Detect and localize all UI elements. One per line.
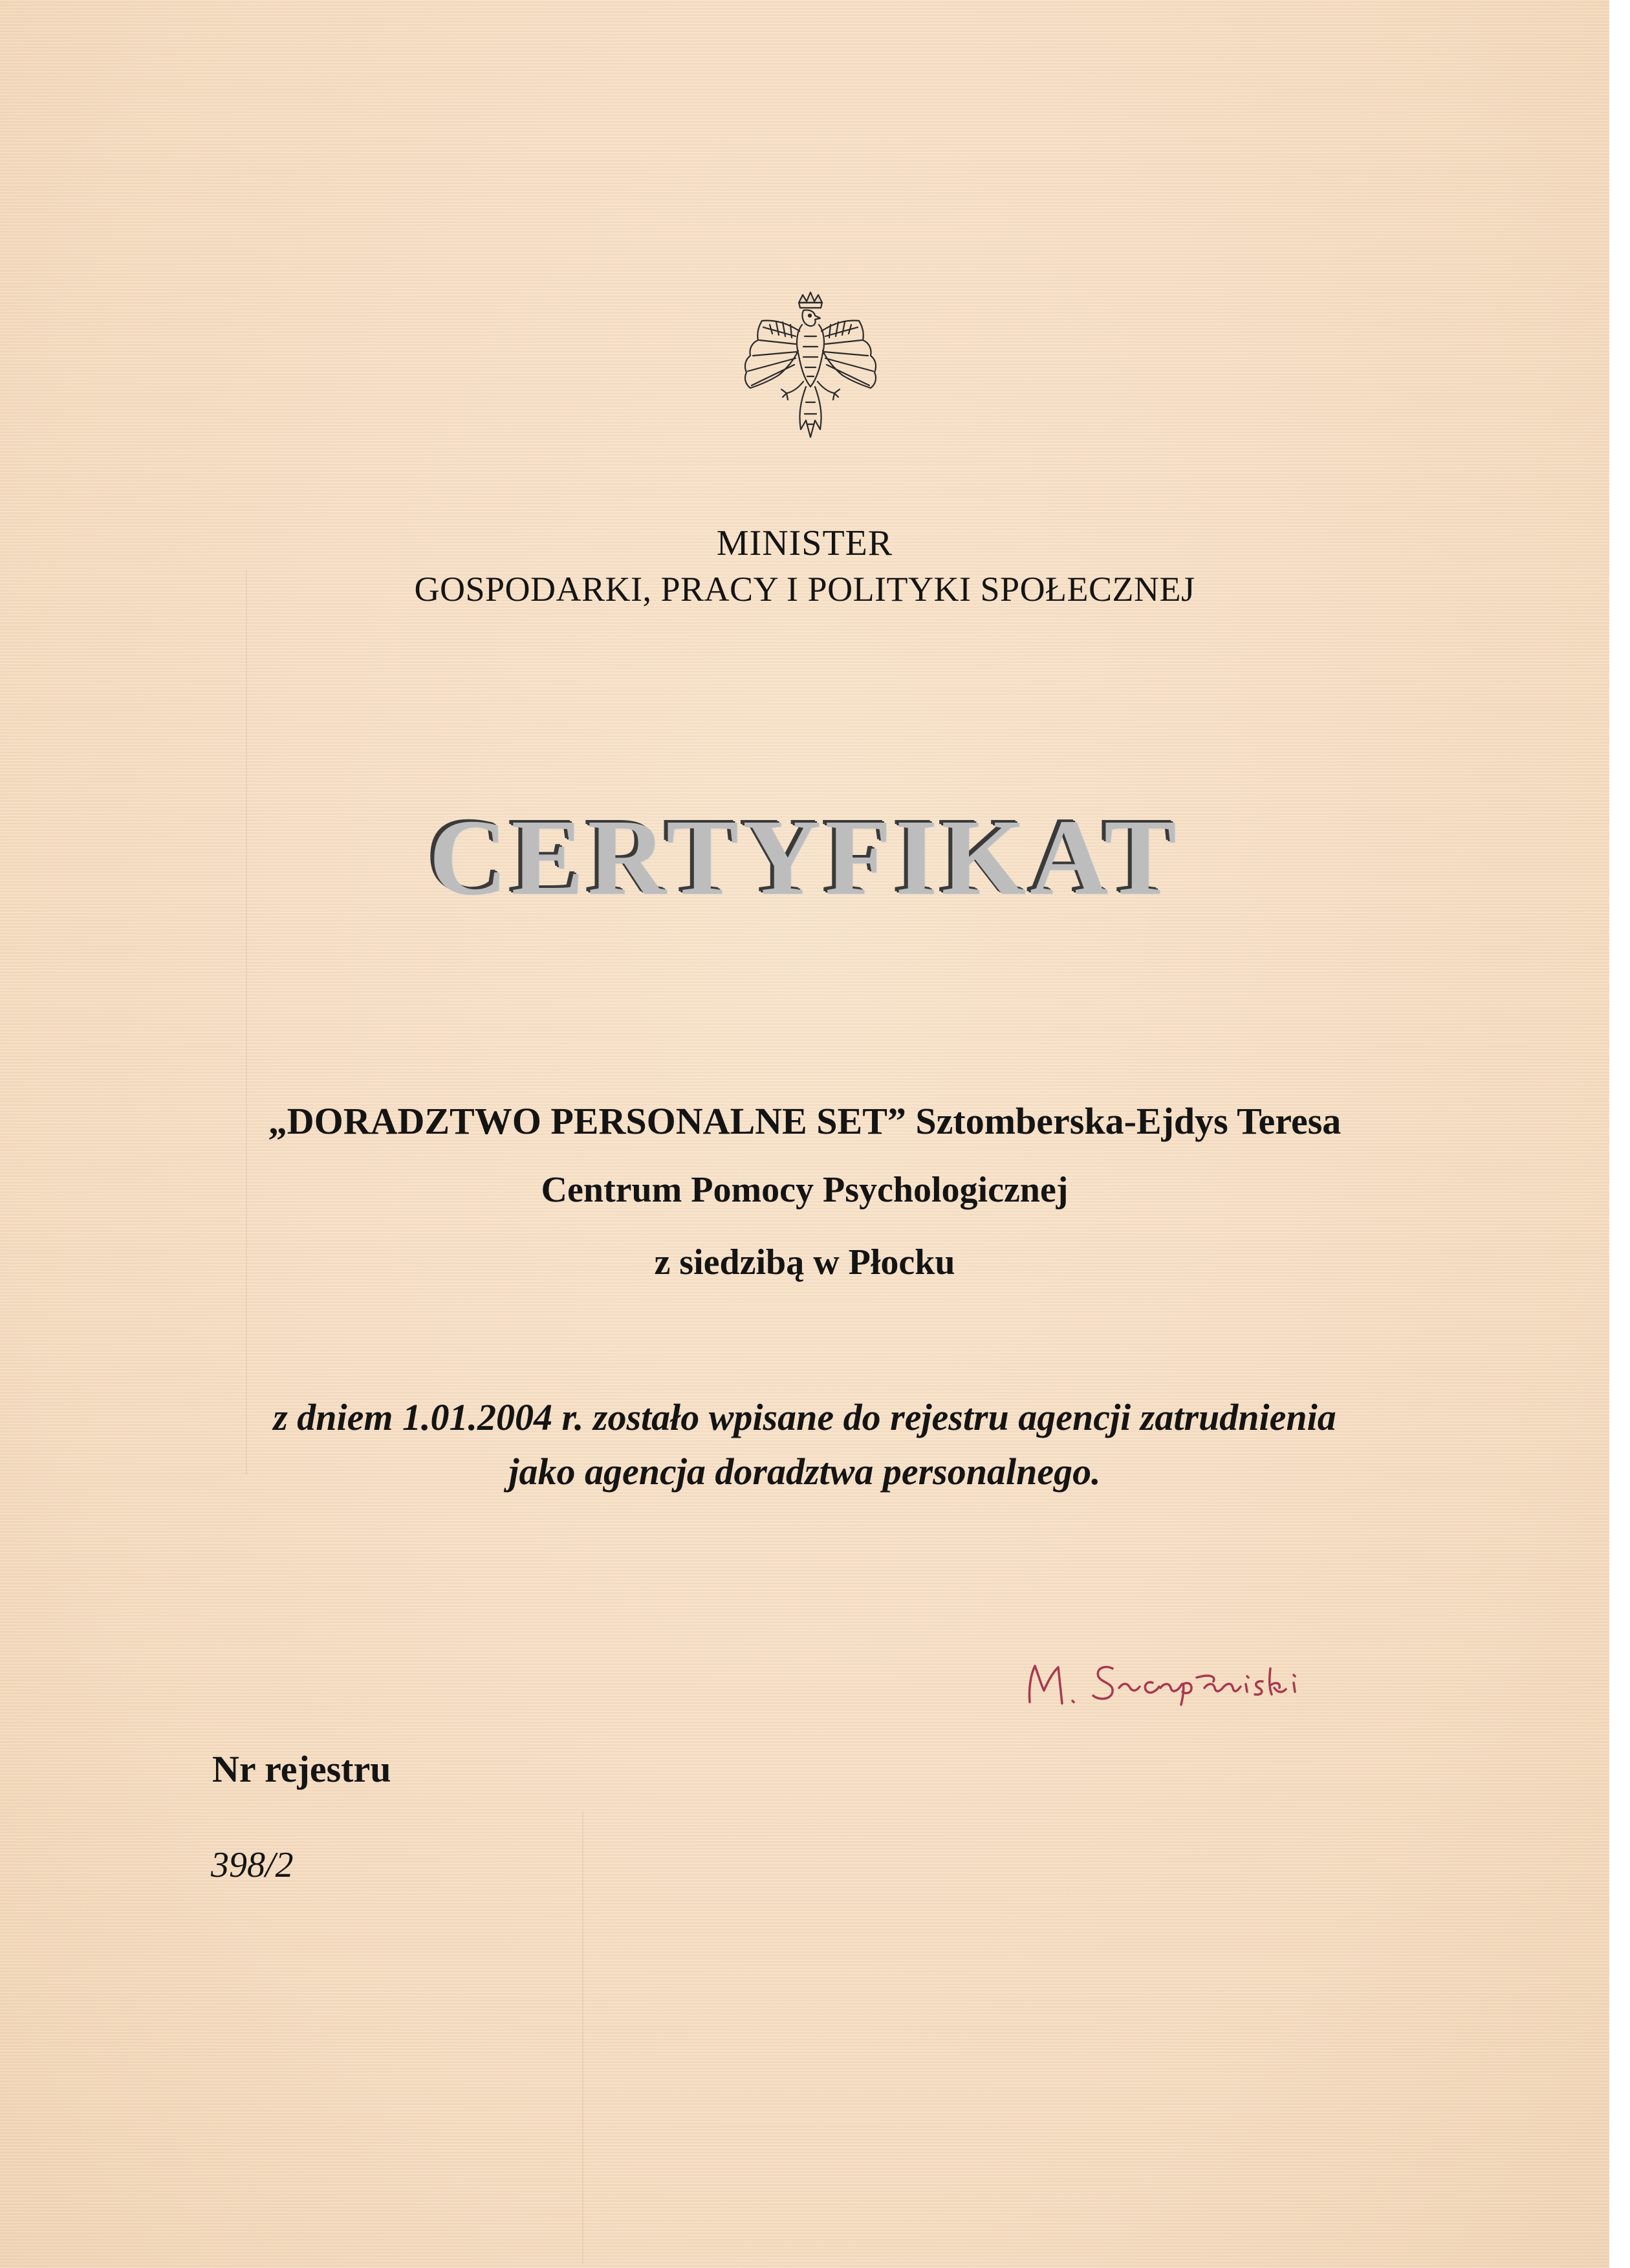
paper-fold-line <box>582 1811 583 2263</box>
registration-statement-line2: jako agencja doradztwa personalnego. <box>508 1451 1101 1493</box>
registry-number: 398/2 <box>211 1845 294 1885</box>
company-name: „DORADZTWO PERSONALNE SET” Sztomberska-Ejdys Teresa <box>268 1100 1342 1142</box>
ministry-heading: GOSPODARKI, PRACY I POLITYKI SPOŁECZNEJ <box>414 570 1195 609</box>
certificate-title: CERTYFIKAT <box>429 797 1180 918</box>
handwritten-signature <box>1022 1643 1384 1714</box>
registry-label: Nr rejestru <box>212 1748 391 1790</box>
center-name: Centrum Pomocy Psychologicznej <box>541 1170 1069 1210</box>
minister-heading: MINISTER <box>716 523 893 563</box>
scan-margin <box>1609 0 1630 2268</box>
seat-location: z siedzibą w Płocku <box>654 1242 955 1282</box>
eagle-emblem-icon <box>736 291 885 446</box>
paper-fold-line <box>246 569 247 1474</box>
registration-statement-line1: z dniem 1.01.2004 r. zostało wpisane do rejestru agencji zatrudnienia <box>273 1396 1336 1438</box>
